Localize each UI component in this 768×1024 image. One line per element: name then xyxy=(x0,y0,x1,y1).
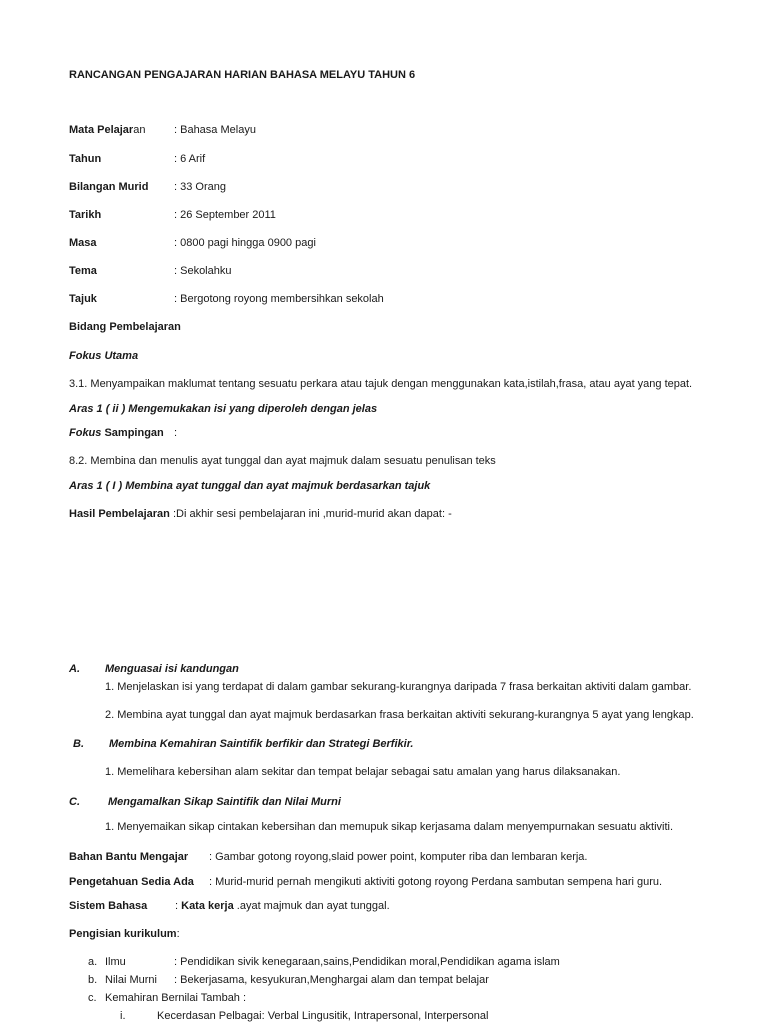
field-label: Tarikh xyxy=(69,209,102,221)
fokus-utama-text: 3.1. Menyampaikan maklumat tentang sesuatu perkara atau tajuk dengan menggunakan kata,istilah,frasa, atau ayat yang tepat. xyxy=(69,378,693,390)
bidang-heading: Bidang Pembelajaran xyxy=(69,321,181,333)
section-heading: Menguasai isi kandungan xyxy=(105,663,239,675)
field-label: Masa xyxy=(69,237,97,249)
fokus-sampingan-colon: : xyxy=(174,427,178,439)
field-label: Tema xyxy=(69,265,97,277)
field-value: : 33 Orang xyxy=(174,181,226,193)
hasil-pembelajaran xyxy=(69,508,452,520)
list-marker: a. xyxy=(88,956,98,968)
sub-list-marker: i. xyxy=(120,1010,126,1022)
bahan-label: Bahan Bantu Mengajar xyxy=(69,851,189,863)
section-item: 1. Memelihara kebersihan alam sekitar dan tempat belajar sebagai satu amalan yang harus dilaksanakan. xyxy=(105,766,621,778)
section-item: 2. Membina ayat tunggal dan ayat majmuk berdasarkan frasa berkaitan aktiviti sekurang-kurangnya 5 ayat yang lengkap. xyxy=(105,709,694,721)
hasil-label: Hasil Pembelajaran xyxy=(69,508,170,520)
section-item: 1. Menyemaikan sikap cintakan kebersihan dan memupuk sikap kerjasama dalam menyempurnakan sesuatu aktiviti. xyxy=(105,821,674,833)
bahan-value: : Gambar gotong royong,slaid power point, komputer riba dan lembaran kerja. xyxy=(209,851,588,863)
sub-list-text: Kecerdasan Pelbagai: Verbal Lingusitik, Intrapersonal, Interpersonal xyxy=(157,1010,489,1022)
list-label: Kemahiran Bernilai Tambah : xyxy=(105,992,247,1004)
field-value: : Bergotong royong membersihkan sekolah xyxy=(174,293,384,305)
list-marker: c. xyxy=(88,992,97,1004)
section-heading: Mengamalkan Sikap Saintifik dan Nilai Murni xyxy=(108,796,341,808)
list-marker: b. xyxy=(88,974,98,986)
field-label: Bilangan Murid xyxy=(69,181,149,193)
sistem-colon: : xyxy=(175,900,182,912)
list-label: Nilai Murni xyxy=(105,974,157,986)
field-value: : 0800 pagi hingga 0900 pagi xyxy=(174,237,316,249)
document-title: RANCANGAN PENGAJARAN HARIAN BAHASA MELAYU TAHUN 6 xyxy=(69,69,416,81)
section-heading: Membina Kemahiran Saintifik berfikir dan Strategi Berfikir. xyxy=(109,738,414,750)
fokus-utama-heading: Fokus Utama xyxy=(69,350,139,362)
field-label: Tahun xyxy=(69,153,102,165)
fokus-label-bold: Sampingan xyxy=(101,427,164,439)
fokus-sampingan-text: 8.2. Membina dan menulis ayat tunggal dan ayat majmuk dalam sesuatu penulisan teks xyxy=(69,455,496,467)
field-value: : 6 Arif xyxy=(174,153,206,165)
pengetahuan-value: : Murid-murid pernah mengikuti aktiviti gotong royong Perdana sambutan sempena hari guru. xyxy=(209,876,663,888)
pengetahuan-label: Pengetahuan Sedia Ada xyxy=(69,876,194,888)
field-label: Mata Pelajar xyxy=(69,124,134,136)
list-value: : Pendidikan sivik kenegaraan,sains,Pendidikan moral,Pendidikan agama islam xyxy=(174,956,560,968)
aras-line: Aras 1 ( I ) Membina ayat tunggal dan ayat majmuk berdasarkan tajuk xyxy=(69,480,431,492)
section-letter: C. xyxy=(69,796,80,808)
pengisian-heading xyxy=(69,928,180,940)
list-label: Ilmu xyxy=(105,956,126,968)
pengisian-label: Pengisian kurikulum xyxy=(69,928,177,940)
aras-line: Aras 1 ( ii ) Mengemukakan isi yang diperoleh dengan jelas xyxy=(69,403,378,415)
fokus-sampingan-heading xyxy=(69,427,164,439)
list-value: : Bekerjasama, kesyukuran,Menghargai alam dan tempat belajar xyxy=(174,974,489,986)
sistem-label: Sistem Bahasa xyxy=(69,900,148,912)
field-label: Tajuk xyxy=(69,293,97,305)
field-value: : 26 September 2011 xyxy=(174,209,276,221)
sistem-value xyxy=(175,900,390,912)
sistem-rest: .ayat majmuk dan ayat tunggal. xyxy=(233,900,390,912)
sistem-bold: Kata kerja xyxy=(181,900,234,912)
pengisian-colon: : xyxy=(176,928,180,940)
field-label-rest: an xyxy=(133,124,146,136)
fokus-label-italic: Fokus xyxy=(69,427,102,439)
hasil-text: :Di akhir sesi pembelajaran ini ,murid-murid akan dapat: - xyxy=(169,508,452,520)
field-value: : Bahasa Melayu xyxy=(174,124,256,136)
section-letter: A. xyxy=(69,663,80,675)
field-value: : Sekolahku xyxy=(174,265,232,277)
section-letter: B. xyxy=(73,738,84,750)
field-row xyxy=(69,124,145,136)
section-item: 1. Menjelaskan isi yang terdapat di dalam gambar sekurang-kurangnya daripada 7 frasa berkaitan aktiviti dalam gambar. xyxy=(105,681,692,693)
